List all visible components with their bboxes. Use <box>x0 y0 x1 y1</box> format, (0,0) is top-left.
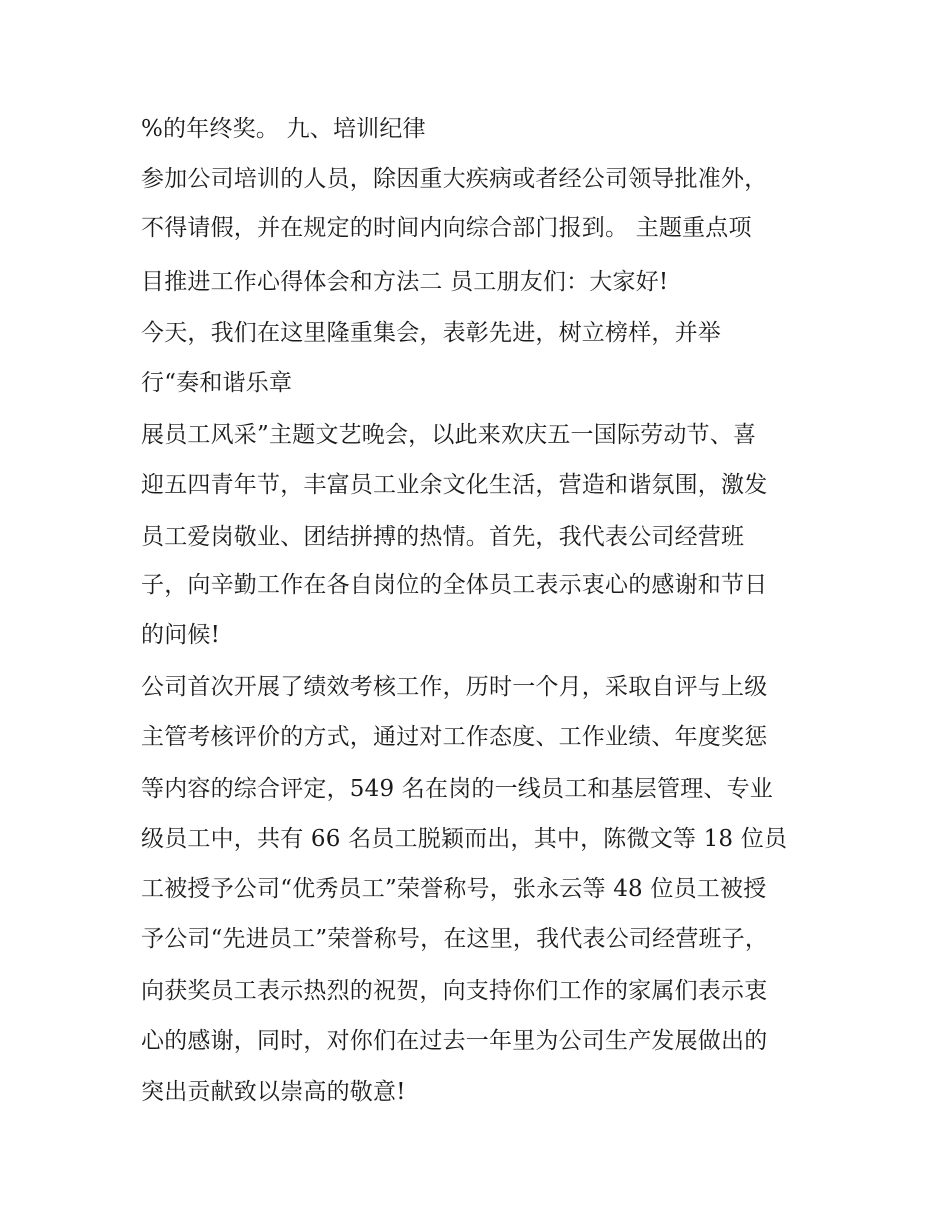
text-line: 不得请假，并在规定的时间内向综合部门报到。 主题重点项 <box>141 215 752 241</box>
text-line: 参加公司培训的人员，除因重大疾病或者经公司领导批准外， <box>141 166 768 192</box>
text-line: 心的感谢，同时，对你们在过去一年里为公司生产发展做出的 <box>141 1028 768 1054</box>
text-line: 予公司“先进员工”荣誉称号，在这里，我代表公司经营班子， <box>141 926 769 952</box>
text-line: 级员工中，共有 66 名员工脱颖而出，其中，陈微文等 18 位员 <box>141 826 788 852</box>
text-line: 主管考核评价的方式，通过对工作态度、工作业绩、年度奖惩 <box>141 724 768 750</box>
text-line: 目推进工作心得体会和方法二 员工朋友们：大家好! <box>141 269 669 295</box>
text-line: 突出贡献致以崇高的敬意! <box>141 1079 406 1105</box>
text-line: 等内容的综合评定，549 名在岗的一线员工和基层管理、专业 <box>141 776 774 802</box>
text-line: 的问候! <box>141 622 221 648</box>
text-line: 公司首次开展了绩效考核工作，历时一个月，采取自评与上级 <box>141 674 768 700</box>
text-line: 工被授予公司“优秀员工”荣誉称号，张永云等 48 位员工被授 <box>141 876 767 902</box>
text-line: 员工爱岗敬业、团结拼搏的热情。首先，我代表公司经营班 <box>141 524 745 550</box>
text-line: 迎五四青年节，丰富员工业余文化生活，营造和谐氛围，激发 <box>141 472 768 498</box>
text-line: 行“奏和谐乐章 <box>141 370 293 396</box>
text-line: 向获奖员工表示热烈的祝贺，向支持你们工作的家属们表示衷 <box>141 978 768 1004</box>
text-line: 今天，我们在这里隆重集会，表彰先进，树立榜样，并举 <box>141 320 721 346</box>
text-line: %的年终奖。 九、培训纪律 <box>141 116 426 142</box>
text-line: 展员工风采”主题文艺晚会，以此来欢庆五一国际劳动节、喜 <box>141 422 757 448</box>
text-line: 子，向辛勤工作在各自岗位的全体员工表示衷心的感谢和节日 <box>141 572 768 598</box>
